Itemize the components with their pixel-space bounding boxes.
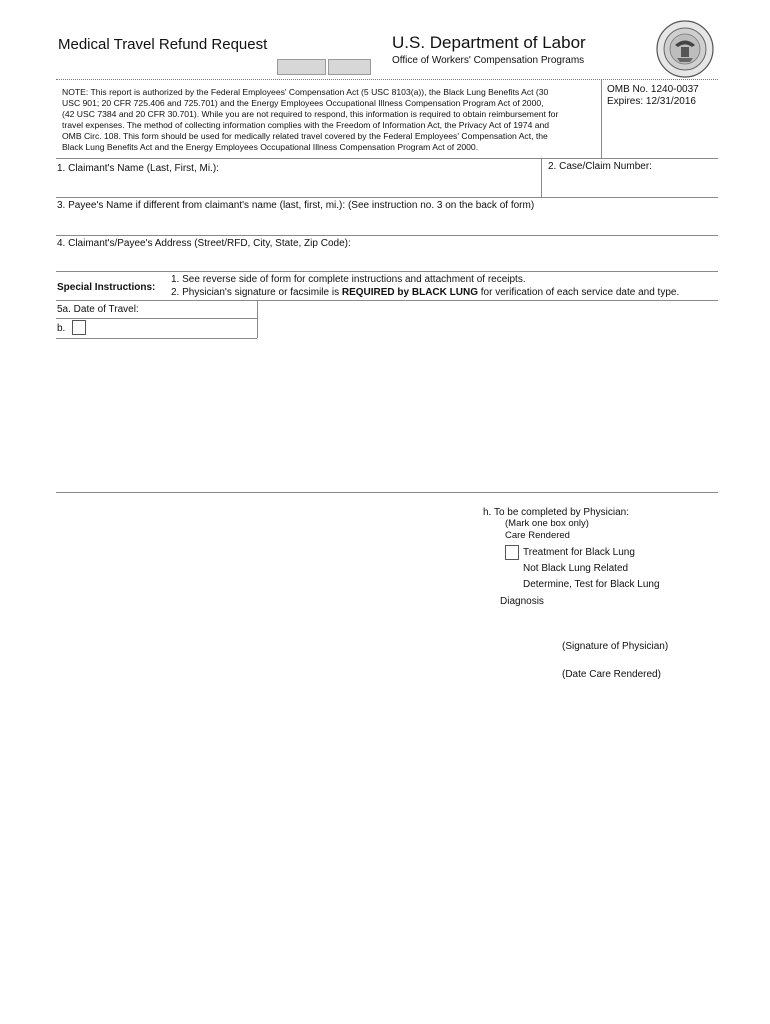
address-input[interactable] (57, 252, 712, 270)
note-line: NOTE: This report is authorized by the Federal Employees' Compensation Act (5 USC 8103(a)), the Black Lung Benefits Act (30 (62, 87, 549, 97)
option-determine-test: Determine, Test for Black Lung (523, 579, 660, 590)
case-number-input[interactable] (546, 176, 714, 194)
date-care-rendered-label: (Date Care Rendered) (562, 669, 661, 680)
instruction-2-bold: REQUIRED by BLACK LUNG (341, 287, 478, 298)
mark-one-note: (Mark one box only) (505, 518, 589, 529)
note-line: (42 USC 7384 and 20 CFR 30.701). While you are not required to respond, this information is required to obtain reimbursement for (62, 109, 559, 120)
note-line: Black Lung Benefits Act and the Energy Employees Occupational Illness Compensation Program Act of 2000. (62, 142, 479, 153)
claimant-name-input[interactable] (57, 176, 537, 194)
omb-expires: Expires: 12/31/2016 (607, 96, 696, 107)
agency-name: U.S. Department of Labor (392, 33, 586, 52)
note-block (62, 87, 602, 154)
address-label: 4. Claimant's/Payee's Address (Street/RFD, City, State, Zip Code): (57, 238, 351, 249)
special-instructions-label: Special Instructions: (57, 282, 156, 293)
note-line: travel expenses. The method of collecting information complies with the Freedom of Information Act, the Privacy Act of 1974 and (62, 120, 550, 131)
physician-signature-label: (Signature of Physician) (562, 641, 669, 652)
diagnosis-label: Diagnosis (500, 596, 544, 607)
payee-name-input[interactable] (57, 214, 712, 232)
item-b-checkbox[interactable] (72, 320, 86, 335)
note-line: USC 901; 20 CFR 725.406 and 725.701) and the Energy Employees Occupational Illness Compensation Program Act of 2000, (62, 98, 544, 109)
payee-name-label: 3. Payee's Name if different from claimant's name (last, first, mi.): (See instruction no. 3 on the back of form) (57, 200, 535, 211)
note-line: OMB Circ. 108. This form should be used for medically related travel covered by the Federal Employees' Compensation Act, the (62, 131, 548, 142)
omb-number: OMB No. 1240-0037 (607, 84, 699, 95)
special-instruction-1: 1. See reverse side of form for complete instructions and attachment of receipts. (171, 274, 526, 285)
form-title: Medical Travel Refund Request (58, 36, 268, 53)
case-number-label: 2. Case/Claim Number: (548, 161, 652, 172)
option-not-black-lung: Not Black Lung Related (523, 563, 629, 574)
special-instruction-2 (171, 286, 679, 299)
instruction-2-suffix: for verification of each service date and type. (478, 287, 680, 298)
instruction-2-prefix: 2. Physician's signature or facsimile is (171, 287, 342, 298)
physician-heading: h. To be completed by Physician: (483, 507, 630, 518)
date-of-travel-label: 5a. Date of Travel: (57, 304, 139, 315)
treatment-black-lung-checkbox[interactable] (505, 545, 519, 560)
item-b-label: b. (57, 323, 66, 334)
option-treatment-black-lung: Treatment for Black Lung (523, 547, 635, 558)
dol-seal-icon (656, 20, 714, 78)
office-name: Office of Workers' Compensation Programs (392, 55, 585, 66)
print-button[interactable] (277, 59, 326, 75)
clear-button[interactable] (328, 59, 371, 75)
claimant-name-label: 1. Claimant's Name (Last, First, Mi.): (57, 163, 219, 174)
care-rendered-label: Care Rendered (505, 530, 570, 541)
